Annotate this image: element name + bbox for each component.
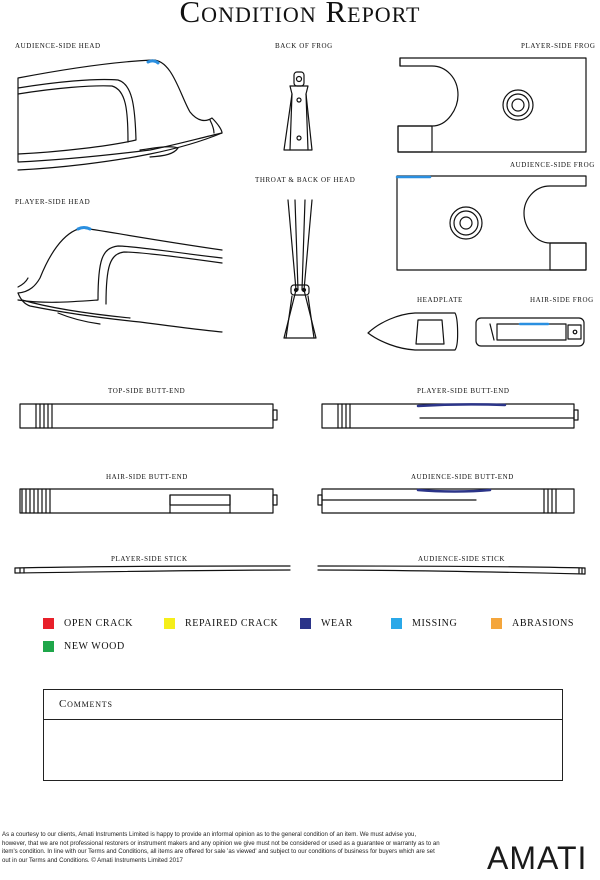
disclaimer-text: As a courtesy to our clients, Amati Instruments Limited is happy to provide an informal opinion as to the general condition of an item. We must advise you, however, that we are not professional restorers or instrument makers and any opinion we give must not be considered or used as a guarantee or warranty as to an item's condition. In line with our Terms and Conditions, all items are offered for sale 'as viewed' and subject to our conditions of business for buyers which are set out in our Terms and Conditions. © Amati Instruments Limited 2017 bbox=[2, 831, 440, 864]
legend-item-new-wood bbox=[43, 641, 125, 652]
label-player-side-head: PLAYER-SIDE HEAD bbox=[15, 198, 91, 206]
label-audience-side-stick: AUDIENCE-SIDE STICK bbox=[418, 555, 506, 563]
label-throat-back-of-head: THROAT & BACK OF HEAD bbox=[255, 176, 356, 184]
label-audience-side-frog: AUDIENCE-SIDE FROG bbox=[510, 161, 595, 169]
wear-mark-audience-butt bbox=[418, 490, 490, 492]
player-side-frog-drawing bbox=[398, 58, 586, 152]
audience-side-frog-drawing bbox=[397, 176, 586, 270]
back-of-frog-drawing bbox=[284, 72, 312, 150]
top-side-butt-end-drawing bbox=[20, 404, 277, 428]
legend-item-wear bbox=[300, 618, 353, 629]
legend-swatch-abrasions bbox=[491, 618, 502, 629]
legend-label: ABRASIONS bbox=[512, 618, 575, 629]
legend-label: REPAIRED CRACK bbox=[185, 618, 279, 629]
player-side-head-drawing bbox=[18, 228, 222, 332]
hair-side-butt-end-drawing bbox=[20, 489, 277, 513]
label-top-side-butt-end: TOP-SIDE BUTT-END bbox=[108, 387, 186, 395]
label-headplate: HEADPLATE bbox=[417, 296, 463, 304]
legend-item-repaired-crack bbox=[164, 618, 278, 629]
throat-back-of-head-drawing bbox=[284, 200, 316, 338]
audience-side-head-drawing bbox=[18, 60, 222, 170]
legend-swatch-repaired-crack bbox=[164, 618, 175, 629]
legend-label: OPEN CRACK bbox=[64, 618, 134, 629]
legend-swatch-missing bbox=[391, 618, 402, 629]
headplate-drawing bbox=[368, 313, 458, 350]
label-audience-side-butt-end: AUDIENCE-SIDE BUTT-END bbox=[411, 473, 514, 481]
label-back-of-frog: BACK OF FROG bbox=[275, 42, 333, 50]
audience-side-stick-drawing bbox=[318, 566, 585, 574]
missing-mark-player-head bbox=[78, 228, 90, 230]
hair-side-frog-drawing bbox=[476, 318, 584, 346]
comments-field[interactable] bbox=[44, 720, 562, 792]
legend-item-abrasions bbox=[491, 618, 574, 629]
missing-mark-audience-head bbox=[148, 61, 158, 63]
comments-box bbox=[43, 689, 563, 781]
player-side-butt-end-drawing bbox=[322, 404, 578, 428]
wear-mark-player-butt bbox=[418, 404, 505, 406]
legend-swatch-new-wood bbox=[43, 641, 54, 652]
comments-heading: Comments bbox=[44, 690, 562, 720]
legend-label: NEW WOOD bbox=[64, 641, 125, 652]
legend-label: WEAR bbox=[321, 618, 353, 629]
label-player-side-stick: PLAYER-SIDE STICK bbox=[111, 555, 188, 563]
page-title: Condition Report bbox=[179, 0, 421, 29]
legend-item-open-crack bbox=[43, 618, 133, 629]
legend-swatch-wear bbox=[300, 618, 311, 629]
label-player-side-butt-end: PLAYER-SIDE BUTT-END bbox=[417, 387, 510, 395]
label-audience-side-head: AUDIENCE-SIDE HEAD bbox=[15, 42, 101, 50]
legend-swatch-open-crack bbox=[43, 618, 54, 629]
player-side-stick-drawing bbox=[15, 566, 290, 573]
amati-logo: AMATI bbox=[487, 840, 588, 876]
label-player-side-frog: PLAYER-SIDE FROG bbox=[521, 42, 596, 50]
legend-label: MISSING bbox=[412, 618, 458, 629]
legend-item-missing bbox=[391, 618, 457, 629]
label-hair-side-frog: HAIR-SIDE FROG bbox=[530, 296, 594, 304]
label-hair-side-butt-end: HAIR-SIDE BUTT-END bbox=[106, 473, 188, 481]
